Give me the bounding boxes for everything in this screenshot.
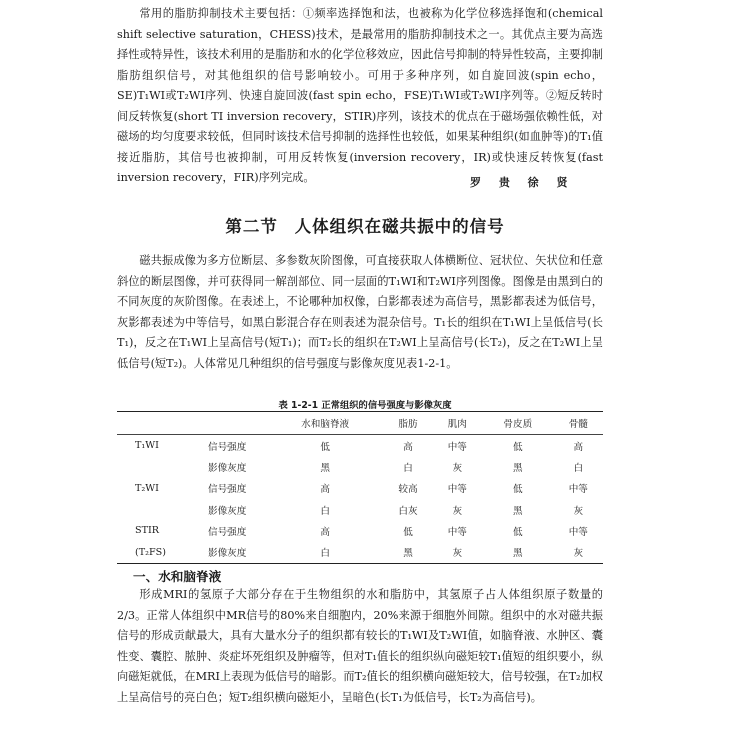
intro-paragraph: 常用的脂肪抑制技术主要包括：①频率选择饱和法，也被称为化学位移选择饱和(chemical shift selective saturation，CHESS)技术，是最常用的脂肪抑制技术之一。其优点主要为高选择性或特异性，该技术利用的是脂肪和水的化学位移效应，因此信号抑制的特异性较高，主要抑制脂肪组织信号，对其他组织的信号影响较小。可用于多种序列，如自旋回波(spin echo，SE)T₁WI或T₂WI序列、快速自旋回波(fast spin echo，FSE)T₁WI或T₂WI序列等。②短反转时间反转恢复(short TI inversion recovery，STIR)序列，该技术的优点在于磁场强依赖性低，对磁场的均匀度要求较低，但同时该技术信号抑制的选择性也较低，如果某种组织(如血肿等)的T₁值接近脂肪，其信号也被抑制，可用反转恢复(inversion recovery，IR)或快速反转恢复(fast inversion recovery，FIR)序列完成。 bbox=[117, 7, 603, 184]
table-cell: 低 bbox=[513, 441, 523, 453]
subsection-heading: 一、水和脑脊液 bbox=[133, 569, 222, 584]
table-cell: 高 bbox=[403, 441, 413, 453]
table-cell: 白 bbox=[573, 462, 584, 474]
type-cell: 影像灰度 bbox=[208, 505, 247, 517]
table-cell: 黑 bbox=[320, 462, 330, 474]
section-paragraph: 磁共振成像为多方位断层、多参数灰阶图像，可直接获取人体横断位、冠状位、矢状位和任意斜位的断层图像，并可获得同一解剖部位、同一层面的T₁WI和T₂WI序列图像。图像是由黑到白的不同灰度的灰阶图像。在表述上，不论哪种加权像，白影都表述为高信号，黑影都表述为低信号，灰影都表述为中等信号，如黑白影混合存在则表述为混杂信号。T₁长的组织在T₁WI上呈低信号(长T₁)，反之在T₁WI上呈高信号(短T₁)；而T₂长的组织在T₂WI上呈高信号(长T₂)，反之在T₂WI上呈低信号(短T₂)。人体常见几种组织的信号强度与影像灰度见表1-2-1。 bbox=[117, 254, 603, 370]
table-row bbox=[117, 499, 603, 520]
table-cell: 中等 bbox=[447, 441, 467, 453]
table-cell: 白灰 bbox=[398, 505, 418, 517]
table-header-row bbox=[117, 412, 603, 435]
sequence-cell bbox=[117, 456, 196, 477]
table-cell: 中等 bbox=[447, 484, 467, 496]
type-cell: 信号强度 bbox=[208, 526, 247, 538]
table-cell: 高 bbox=[320, 526, 330, 538]
type-cell: 信号强度 bbox=[208, 441, 247, 453]
table-caption: 表 1-2-1 正常组织的信号强度与影像灰度 bbox=[278, 400, 452, 411]
table-cell: 低 bbox=[513, 526, 523, 538]
table-header-cell: 骨髓 bbox=[554, 412, 603, 435]
table-row bbox=[117, 456, 603, 477]
table-cell: 低 bbox=[320, 441, 330, 453]
type-cell: 影像灰度 bbox=[208, 548, 247, 560]
table-header-cell bbox=[117, 412, 196, 435]
table-cell: 白 bbox=[320, 548, 330, 560]
subsection-paragraph: 形成MRI的氢原子大部分存在于生物组织的水和脂肪中，其氢原子占人体组织原子数量的2/3。正常人体组织中MR信号的80%来自细胞内，20%来源于细胞外间隙。组织中的水对磁共振信号的形成贡献最大，具有大量水分子的组织都有较长的T₁WI及T₂WI值，如脑脊液、水肿区、囊性变、囊腔、脓肿、炎症坏死组织及肿瘤等，但对T₁值长的组织纵向磁矩较T₁值短的组织要小，纵向磁矩就低，在MRI上表现为低信号的暗影。而T₂值长的组织横向磁矩较大，信号较强，在T₂加权上呈高信号的亮白色；短T₂组织横向磁矩小，呈暗色(长T₁为低信号，长T₂为高信号)。 bbox=[117, 588, 603, 704]
table-cell: 白 bbox=[403, 462, 413, 474]
table-cell: 灰 bbox=[573, 548, 584, 560]
type-cell: 信号强度 bbox=[208, 484, 247, 496]
table-header-cell bbox=[196, 412, 267, 435]
table-header-cell: 脂肪 bbox=[383, 412, 432, 435]
sequence-cell: (T₂FS) bbox=[135, 546, 166, 558]
table-header-cell: 骨皮质 bbox=[482, 412, 554, 435]
table-cell: 中等 bbox=[447, 526, 467, 538]
table-cell: 黑 bbox=[403, 548, 413, 560]
table-header-cell: 肌肉 bbox=[433, 412, 482, 435]
sequence-cell: STIR bbox=[135, 525, 159, 537]
signal-intensity-table bbox=[117, 411, 603, 564]
author-signature: 罗 贵 徐 贤 bbox=[470, 176, 575, 189]
table-cell: 高 bbox=[320, 484, 330, 496]
table-cell: 黑 bbox=[513, 548, 523, 560]
table-cell: 白 bbox=[320, 505, 330, 517]
section-title: 第二节 人体组织在磁共振中的信号 bbox=[225, 217, 505, 236]
table-cell: 低 bbox=[513, 484, 523, 496]
table-cell: 灰 bbox=[452, 505, 463, 517]
table-row bbox=[117, 520, 603, 541]
table-row bbox=[117, 541, 603, 563]
sequence-cell: T₂WI bbox=[135, 482, 159, 494]
table-row bbox=[117, 478, 603, 499]
table-cell: 低 bbox=[403, 526, 413, 538]
table-cell: 中等 bbox=[568, 484, 588, 496]
sequence-cell: T₁WI bbox=[135, 440, 159, 452]
table-cell: 中等 bbox=[568, 526, 588, 538]
table-cell: 灰 bbox=[573, 505, 584, 517]
table-row bbox=[117, 435, 603, 457]
type-cell: 影像灰度 bbox=[208, 462, 247, 474]
table-cell: 黑 bbox=[513, 462, 523, 474]
table-cell: 较高 bbox=[398, 484, 418, 496]
table-header-cell: 水和脑脊液 bbox=[267, 412, 383, 435]
table-cell: 灰 bbox=[452, 548, 463, 560]
table-cell: 高 bbox=[573, 441, 584, 453]
table-cell: 黑 bbox=[513, 505, 523, 517]
sequence-cell bbox=[117, 499, 196, 520]
table-cell: 灰 bbox=[452, 462, 463, 474]
